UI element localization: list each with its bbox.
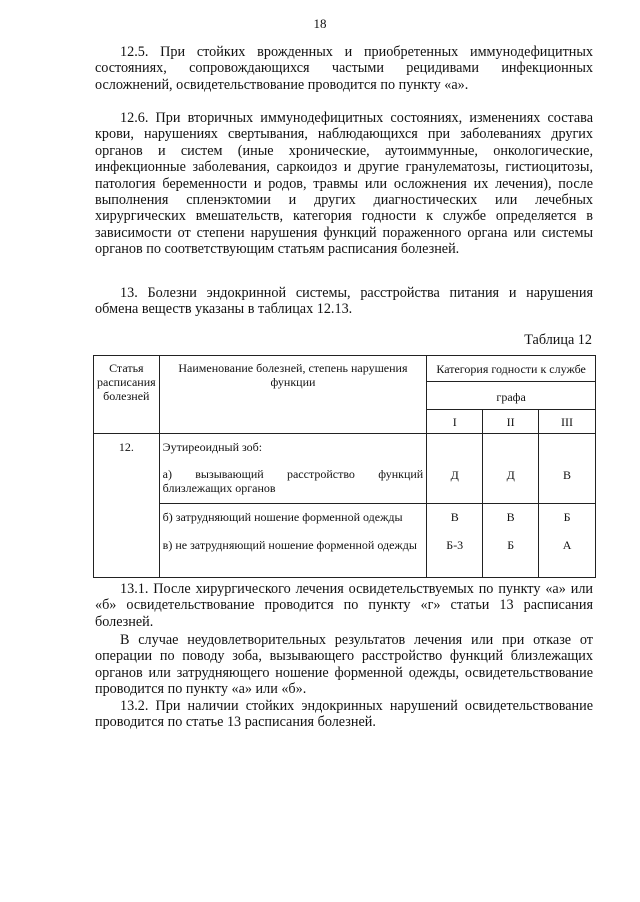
article-number: 12. — [94, 434, 160, 578]
table-header-row — [94, 356, 596, 382]
row-b-col-1: В — [450, 510, 459, 524]
row-b-name: б) затрудняющий ношение форменной одежды — [162, 510, 403, 524]
row-b-col-3: Б — [563, 510, 571, 524]
header-graph: графа — [427, 382, 596, 410]
paragraph-13-1-continued: В случае неудовлетворительных результатов лечения или при отказе от операции по поводу зоба, вызывающего расстройство функций близлежащих органов или затрудняющего ношение форменной одежды, освидетельствование проводится по пункту «а» или «б». — [95, 632, 593, 698]
header-category: Категория годности к службе — [427, 356, 596, 382]
row-a-col-2: Д — [483, 434, 539, 504]
header-col-1: I — [427, 410, 483, 434]
paragraph-12-6: 12.6. При вторичных иммунодефицитных состояниях, изменениях состава крови, нарушениях свертывания, наблюдающихся при заболеваниях других органов и систем (иные хронические, аутоиммунные, онкологические, инфекционные заболевания, саркоидоз и другие гранулематозы, гистиоцитозы, патология беременности и родов, травмы или осложнения их лечения), после выполнения спленэктомии и других диагностических или лечебных хирургических вмешательств, категория годности к службе определяется в зависимости от степени нарушения функций пораженного органа или системы органов по соответствующим статьям расписания болезней. — [95, 110, 593, 258]
row-a-col-3: В — [539, 434, 596, 504]
disease-title: Эутиреоидный зоб: — [162, 440, 263, 454]
paragraph-13-1: 13.1. После хирургического лечения освидетельствуемых по пункту «а» или «б» освидетельствование проводится по пункту «г» статьи 13 расписания болезней. — [95, 581, 593, 630]
row-c-col-2: Б — [507, 538, 515, 552]
paragraph-13: 13. Болезни эндокринной системы, расстройства питания и нарушения обмена веществ указаны в таблицах 12.13. — [95, 285, 593, 318]
table-caption: Таблица 12 — [524, 332, 592, 348]
row-c-name: в) не затрудняющий ношение форменной одежды — [162, 538, 417, 552]
header-article: Статья расписания болезней — [94, 356, 160, 434]
table-row — [94, 504, 596, 578]
header-col-3: III — [539, 410, 596, 434]
row-c-col-3: А — [562, 538, 572, 552]
header-col-2: II — [483, 410, 539, 434]
header-disease-name: Наименование болезней, степень нарушения функции — [159, 356, 427, 434]
row-c-col-1: Б-3 — [446, 538, 464, 552]
paragraph-12-5: 12.5. При стойких врожденных и приобретенных иммунодефицитных состояниях, сопровождающихся частыми рецидивами инфекционных осложнений, освидетельствование проводится по пункту «а». — [95, 44, 593, 93]
row-b-col-2: В — [506, 510, 515, 524]
page-number: 18 — [313, 16, 327, 31]
paragraph-13-2: 13.2. При наличии стойких эндокринных нарушений освидетельствование проводится по статье 13 расписания болезней. — [95, 698, 593, 731]
row-a-name: а) вызывающий расстройство функций близлежащих органов — [162, 467, 424, 495]
row-a-col-1: Д — [427, 434, 483, 504]
disease-table — [93, 355, 596, 578]
table-row — [94, 434, 596, 504]
